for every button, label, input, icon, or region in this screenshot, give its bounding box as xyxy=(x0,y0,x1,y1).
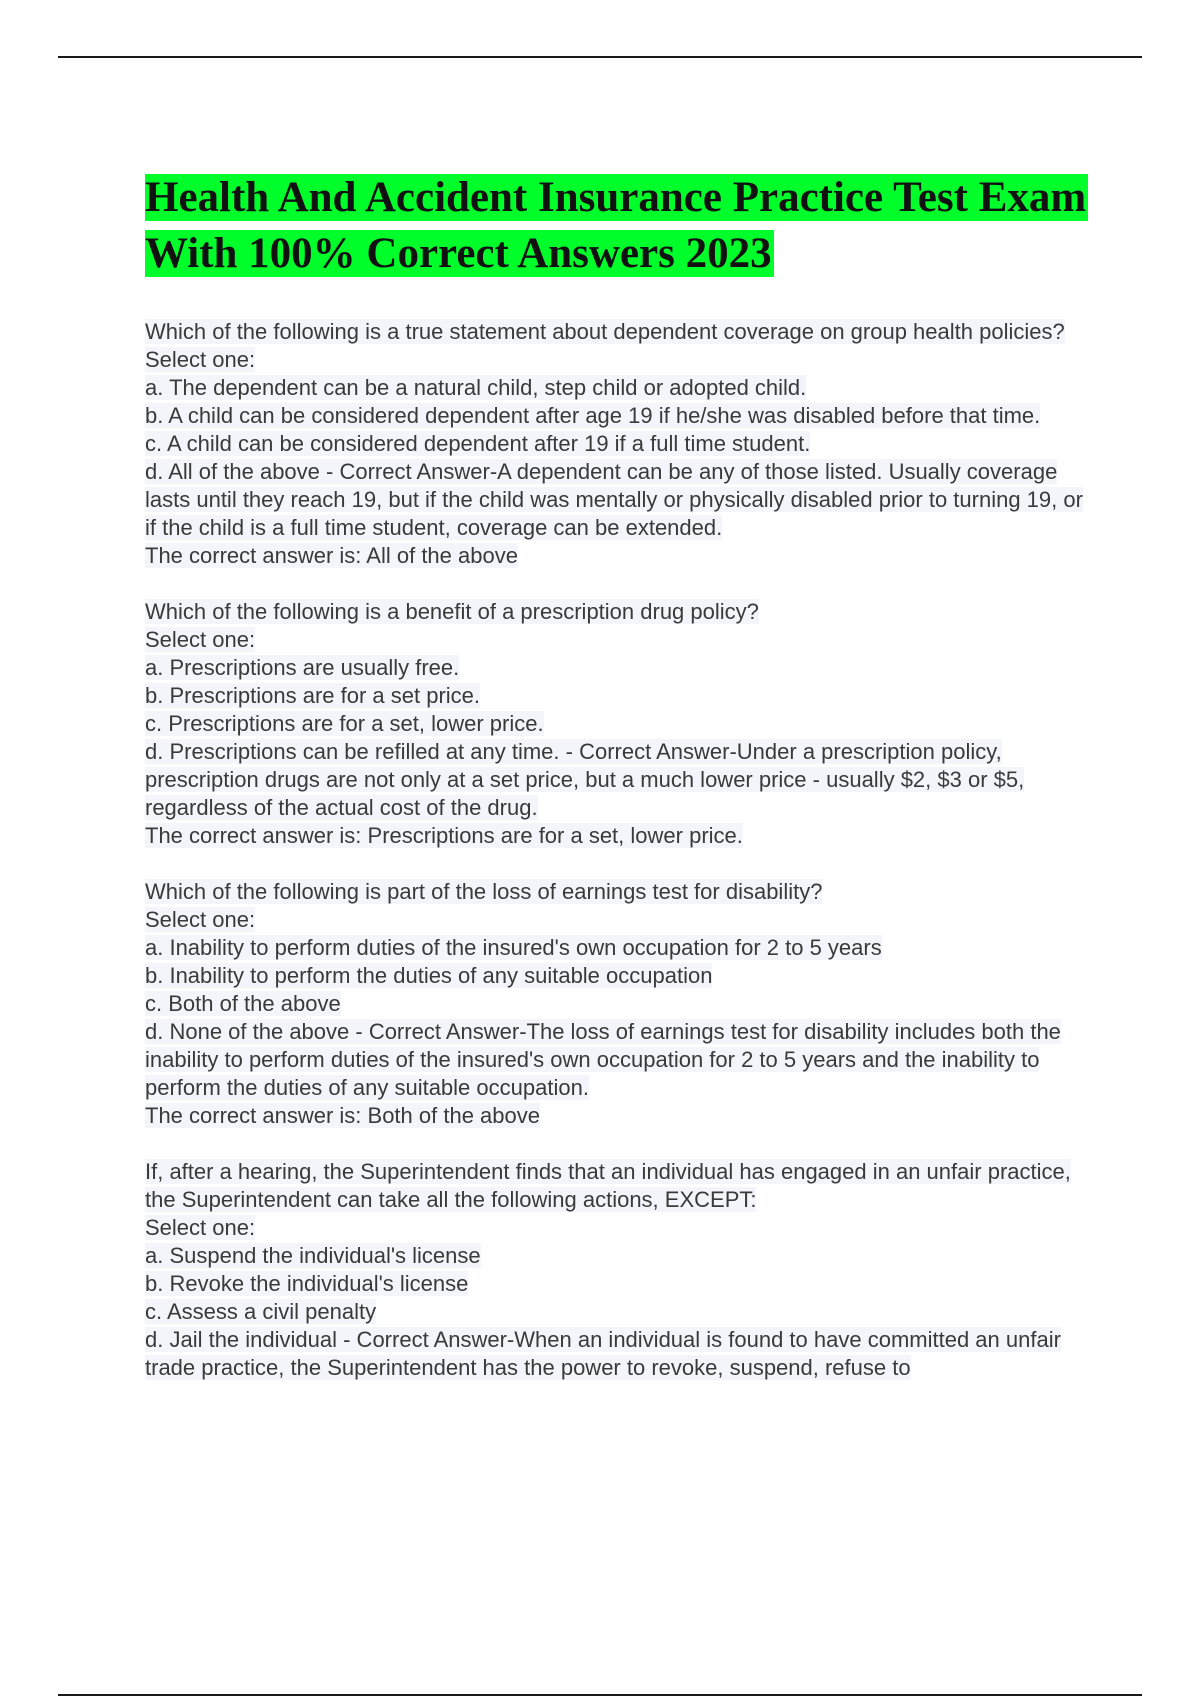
correct-answer: The correct answer is: Prescriptions are for a set, lower price. xyxy=(145,823,743,848)
option-a: a. Inability to perform duties of the insured's own occupation for 2 to 5 years xyxy=(145,935,882,960)
option-b: b. Prescriptions are for a set price. xyxy=(145,683,481,708)
correct-answer: The correct answer is: Both of the above xyxy=(145,1103,540,1128)
option-b: b. Revoke the individual's license xyxy=(145,1271,469,1296)
document-title xyxy=(145,170,1095,282)
option-c: c. Both of the above xyxy=(145,991,341,1016)
option-c: c. A child can be considered dependent after 19 if a full time student. xyxy=(145,431,811,456)
option-c: c. Assess a civil penalty xyxy=(145,1299,377,1324)
select-label: Select one: xyxy=(145,907,256,932)
question-block-4 xyxy=(145,1158,1095,1382)
bottom-rule xyxy=(58,1694,1142,1696)
option-c: c. Prescriptions are for a set, lower price. xyxy=(145,711,544,736)
correct-answer: The correct answer is: All of the above xyxy=(145,543,518,568)
option-a: a. Suspend the individual's license xyxy=(145,1243,481,1268)
question-text: Which of the following is part of the loss of earnings test for disability? xyxy=(145,879,823,904)
question-text: If, after a hearing, the Superintendent finds that an individual has engaged in an unfair practice, the Superintendent can take all the following actions, EXCEPT: xyxy=(145,1159,1071,1212)
question-block-3 xyxy=(145,878,1095,1130)
select-label: Select one: xyxy=(145,1215,256,1240)
question-text: Which of the following is a true statement about dependent coverage on group health policies? xyxy=(145,319,1065,344)
select-label: Select one: xyxy=(145,347,256,372)
option-d: d. Jail the individual - Correct Answer-When an individual is found to have committed an unfair trade practice, the Superintendent has the power to revoke, suspend, refuse to xyxy=(145,1327,1061,1380)
question-block-1 xyxy=(145,318,1095,570)
document-page xyxy=(145,170,1095,1382)
option-d: d. None of the above - Correct Answer-The loss of earnings test for disability includes both the inability to perform duties of the insured's own occupation for 2 to 5 years and the inability to perform the duties of any suitable occupation. xyxy=(145,1019,1061,1100)
option-b: b. Inability to perform the duties of any suitable occupation xyxy=(145,963,713,988)
option-a: a. Prescriptions are usually free. xyxy=(145,655,460,680)
option-d: d. All of the above - Correct Answer-A dependent can be any of those listed. Usually coverage lasts until they reach 19, but if the child was mentally or physically disabled prior to turning 19, or if the child is a full time student, coverage can be extended. xyxy=(145,459,1083,540)
option-d: d. Prescriptions can be refilled at any time. - Correct Answer-Under a prescription policy, prescription drugs are not only at a set price, but a much lower price - usually $2, $3 or $5, regardless of the actual cost of the drug. xyxy=(145,739,1025,820)
select-label: Select one: xyxy=(145,627,256,652)
top-rule xyxy=(58,56,1142,58)
question-block-2 xyxy=(145,598,1095,850)
question-text: Which of the following is a benefit of a prescription drug policy? xyxy=(145,599,759,624)
option-a: a. The dependent can be a natural child, step child or adopted child. xyxy=(145,375,807,400)
option-b: b. A child can be considered dependent after age 19 if he/she was disabled before that time. xyxy=(145,403,1041,428)
title-highlight: Health And Accident Insurance Practice Test Exam With 100% Correct Answers 2023 xyxy=(145,174,1087,277)
question-list xyxy=(145,318,1095,1382)
